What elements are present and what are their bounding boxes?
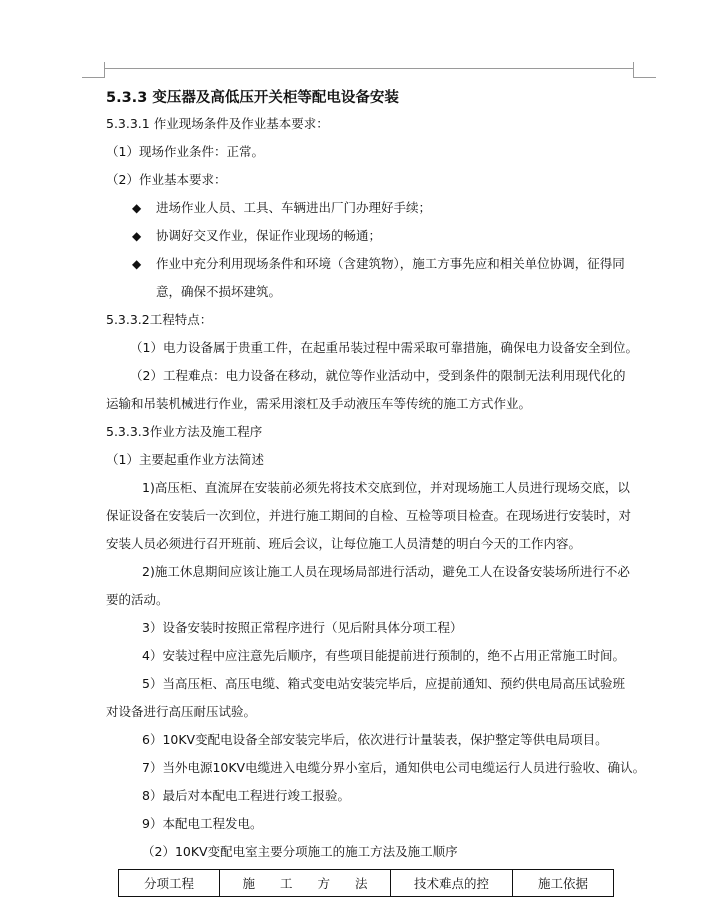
paragraph-line: （1）现场作业条件：正常。	[106, 144, 264, 159]
subsection-title: 5.3.3.3作业方法及施工程序	[106, 424, 263, 439]
paragraph-line: （1）电力设备属于贵重工件，在起重吊装过程中需采取可靠措施，确保电力设备安全到位。	[130, 340, 638, 355]
paragraph-line: 运输和吊装机械进行作业，需采用滚杠及手动液压车等传统的施工方式作业。	[106, 396, 532, 411]
table-header-cell: 施工依据	[513, 870, 614, 897]
crop-mark-left-v	[104, 62, 105, 78]
diamond-bullet-icon: ◆	[132, 257, 142, 271]
bullet-item: 进场作业人员、工具、车辆进出厂门办理好手续；	[156, 200, 432, 215]
diamond-bullet-icon: ◆	[132, 229, 142, 243]
paragraph-line: 对设备进行高压耐压试验。	[106, 704, 257, 719]
paragraph-line: 1)高压柜、直流屏在安装前必须先将技术交底到位，并对现场施工人员进行现场交底，以	[142, 480, 630, 495]
paragraph-line: 2)施工休息期间应该让施工人员在现场局部进行活动，避免工人在设备安装场所进行不必	[142, 564, 630, 579]
crop-mark-right-v	[633, 62, 634, 78]
paragraph-line: 安装人员必须进行召开班前、班后会议，让每位施工人员清楚的明白今天的工作内容。	[106, 536, 582, 551]
table-header-cell: 技术难点的控	[391, 870, 513, 897]
paragraph-line: （2）工程难点：电力设备在移动，就位等作业活动中，受到条件的限制无法利用现代化的	[130, 368, 626, 383]
paragraph-line: 5）当高压柜、高压电缆、箱式变电站安装完毕后，应提前通知、预约供电局高压试验班	[142, 676, 625, 691]
subsection-title: 5.3.3.1 作业现场条件及作业基本要求：	[106, 116, 329, 131]
paragraph-line: （2）作业基本要求：	[106, 172, 227, 187]
paragraph-line: （2）10KV变配电室主要分项施工的施工方法及施工顺序	[142, 844, 458, 859]
page-top-border	[105, 68, 633, 69]
paragraph-line: 保证设备在安装后一次到位，并进行施工期间的自检、互检等项目检查。在现场进行安装时，对	[106, 508, 632, 523]
paragraph-line: 要的活动。	[106, 592, 169, 607]
table-header-row	[119, 870, 614, 897]
paragraph-line: 7）当外电源10KV电缆进入电缆分界小室后，通知供电公司电缆运行人员进行验收、确认。	[142, 760, 646, 775]
crop-mark-right-h	[633, 77, 656, 78]
paragraph-line: 4）安装过程中应注意先后顺序，有些项目能提前进行预制的，绝不占用正常施工时间。	[142, 648, 625, 663]
diamond-bullet-icon: ◆	[132, 201, 142, 215]
table-header-cell: 分项工程	[119, 870, 220, 897]
paragraph-line: （1）主要起重作业方法简述	[106, 452, 264, 467]
subsection-title: 5.3.3.2工程特点：	[106, 312, 213, 327]
paragraph-line: 6）10KV变配电设备全部安装完毕后，依次进行计量装表，保护整定等供电局项目。	[142, 732, 608, 747]
construction-method-table	[118, 869, 614, 897]
section-heading: 5.3.3 变压器及高低压开关柜等配电设备安装	[106, 90, 399, 106]
table-header-cell: 施 工 方 法	[220, 870, 391, 897]
paragraph-line: 9）本配电工程发电。	[142, 816, 263, 831]
bullet-item: 协调好交叉作业，保证作业现场的畅通；	[156, 228, 382, 243]
bullet-item-continuation: 意，确保不损坏建筑。	[156, 284, 282, 299]
paragraph-line: 3）设备安装时按照正常程序进行（见后附具体分项工程）	[142, 620, 463, 635]
crop-mark-left-h	[82, 77, 105, 78]
paragraph-line: 8）最后对本配电工程进行竣工报验。	[142, 788, 350, 803]
bullet-item: 作业中充分利用现场条件和环境（含建筑物），施工方事先应和相关单位协调，征得同	[156, 256, 625, 271]
